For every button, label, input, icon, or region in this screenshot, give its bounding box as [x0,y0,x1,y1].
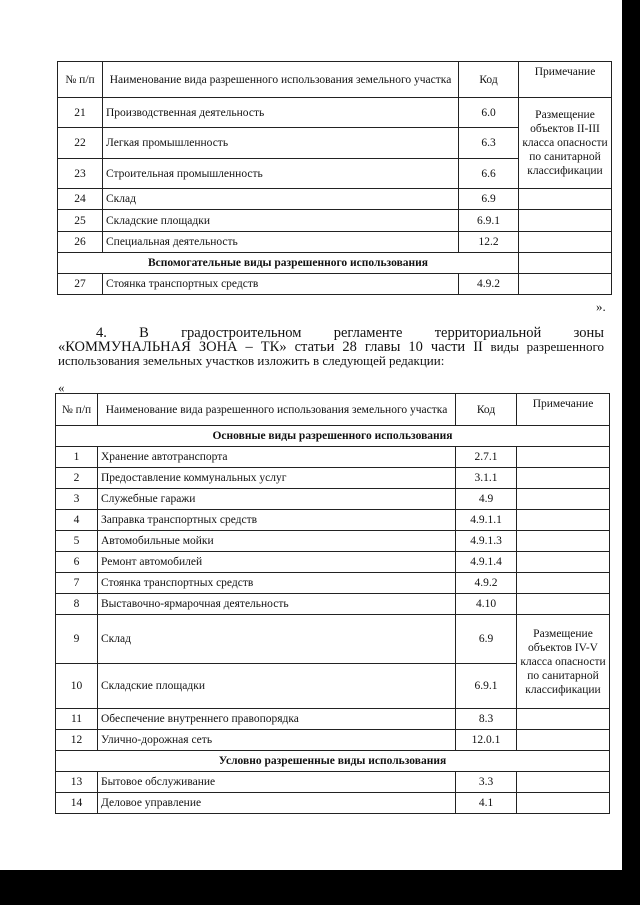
row-note [517,730,610,751]
row-note-merged: Размещение объектов II-III класса опасности по санитарной классификации [519,98,612,189]
row-num: 12 [56,730,98,751]
row-code: 6.9 [459,189,519,210]
table-row [56,447,610,468]
row-name: Стоянка транспортных средств [103,274,459,295]
table-row [56,615,610,664]
row-code: 2.7.1 [456,447,517,468]
row-name: Склад [98,615,456,664]
row-num: 13 [56,772,98,793]
row-num: 4 [56,510,98,531]
paragraph-line-2 [58,340,604,368]
header-num: № п/п [58,62,103,98]
row-code: 4.9.2 [459,274,519,295]
table-row [56,531,610,552]
row-code: 3.1.1 [456,468,517,489]
table-row [56,468,610,489]
section-row [56,426,610,447]
row-name: Обеспечение внутреннего правопорядка [98,709,456,730]
paragraph-line-1 [58,326,604,340]
row-note [517,793,610,814]
row-num: 10 [56,664,98,709]
table-row [58,232,612,253]
row-num: 14 [56,793,98,814]
row-name: Деловое управление [98,793,456,814]
row-note [517,531,610,552]
row-code: 3.3 [456,772,517,793]
row-num: 5 [56,531,98,552]
row-note [517,594,610,615]
header-code: Код [456,394,517,426]
row-name: Склад [103,189,459,210]
table-header-row [56,394,610,426]
row-num: 2 [56,468,98,489]
table-row [58,274,612,295]
section-main: Основные виды разрешенного использования [56,426,610,447]
paragraph-word: регламенте [333,325,403,341]
row-code: 12.0.1 [456,730,517,751]
table-row [56,772,610,793]
paragraph-tail: виды разрешенного использования земельных участков изложить в следующей редакции: [58,339,604,368]
row-name: Строительная промышленность [103,159,459,189]
header-code: Код [459,62,519,98]
row-name: Специальная деятельность [103,232,459,253]
row-num: 9 [56,615,98,664]
row-code: 4.10 [456,594,517,615]
table-row [56,552,610,573]
row-name: Складские площадки [103,210,459,232]
table-row [56,709,610,730]
row-code: 6.9 [456,615,517,664]
table-row [56,573,610,594]
row-name: Складские площадки [98,664,456,709]
row-name: Улично-дорожная сеть [98,730,456,751]
zoning-table-continued [57,61,612,295]
header-num: № п/п [56,394,98,426]
section-row [56,751,610,772]
amendment-paragraph [58,326,604,368]
row-name: Автомобильные мойки [98,531,456,552]
row-name: Ремонт автомобилей [98,552,456,573]
row-code: 4.9.1.4 [456,552,517,573]
row-code: 12.2 [459,232,519,253]
row-num: 21 [58,98,103,128]
paragraph-word: В [139,325,149,341]
row-code: 6.9.1 [459,210,519,232]
row-num: 1 [56,447,98,468]
row-note [517,489,610,510]
table-row [56,510,610,531]
paragraph-word: территориальной [434,325,542,341]
row-note [519,189,612,210]
row-num: 26 [58,232,103,253]
table-row [58,210,612,232]
row-num: 7 [56,573,98,594]
header-note: Примечание [519,62,612,98]
row-name: Бытовое обслуживание [98,772,456,793]
row-code: 6.0 [459,98,519,128]
row-name: Производственная деятельность [103,98,459,128]
row-code: 4.9.2 [456,573,517,594]
row-name: Предоставление коммунальных услуг [98,468,456,489]
header-note: Примечание [517,394,610,426]
row-code: 6.6 [459,159,519,189]
row-name: Выставочно-ярмарочная деятельность [98,594,456,615]
paragraph-word: зоны [573,325,604,341]
paragraph-word: 4. [96,325,107,341]
paragraph-zone-ref: «КОММУНАЛЬНАЯ ЗОНА – ТК» статьи 28 главы 10 части II [58,339,483,355]
row-note [517,447,610,468]
header-name: Наименование вида разрешенного использования земельного участка [103,62,459,98]
row-code: 6.3 [459,128,519,159]
row-note [517,468,610,489]
row-code: 8.3 [456,709,517,730]
row-note [519,232,612,253]
row-name: Заправка транспортных средств [98,510,456,531]
row-note [517,772,610,793]
row-name: Служебные гаражи [98,489,456,510]
row-code: 4.9 [456,489,517,510]
row-note [517,510,610,531]
row-num: 23 [58,159,103,189]
paragraph-word: градостроительном [181,325,302,341]
row-num: 8 [56,594,98,615]
table-row [56,489,610,510]
section-conditional: Условно разрешенные виды использования [56,751,610,772]
row-note [517,709,610,730]
row-name: Стоянка транспортных средств [98,573,456,594]
row-note [519,274,612,295]
row-num: 3 [56,489,98,510]
table-header-row [58,62,612,98]
table-row [56,793,610,814]
table-row [58,189,612,210]
row-note-merged: Размещение объектов IV-V класса опасности по санитарной классификации [517,615,610,709]
row-num: 11 [56,709,98,730]
row-num: 25 [58,210,103,232]
row-code: 4.9.1.3 [456,531,517,552]
row-code: 4.1 [456,793,517,814]
row-code: 4.9.1.1 [456,510,517,531]
row-name: Легкая промышленность [103,128,459,159]
row-num: 22 [58,128,103,159]
row-note [519,253,612,274]
table-row [58,98,612,128]
section-auxiliary: Вспомогательные виды разрешенного использования [58,253,519,274]
open-quote: « [58,380,65,395]
row-name: Хранение автотранспорта [98,447,456,468]
row-num: 6 [56,552,98,573]
header-name: Наименование вида разрешенного использования земельного участка [98,394,456,426]
row-code: 6.9.1 [456,664,517,709]
row-note [519,210,612,232]
section-row [58,253,612,274]
row-note [517,573,610,594]
closing-quote: ». [596,299,606,314]
row-num: 27 [58,274,103,295]
table-row [56,730,610,751]
row-note [517,552,610,573]
zoning-table-tk [55,393,610,814]
table-row [56,594,610,615]
row-num: 24 [58,189,103,210]
